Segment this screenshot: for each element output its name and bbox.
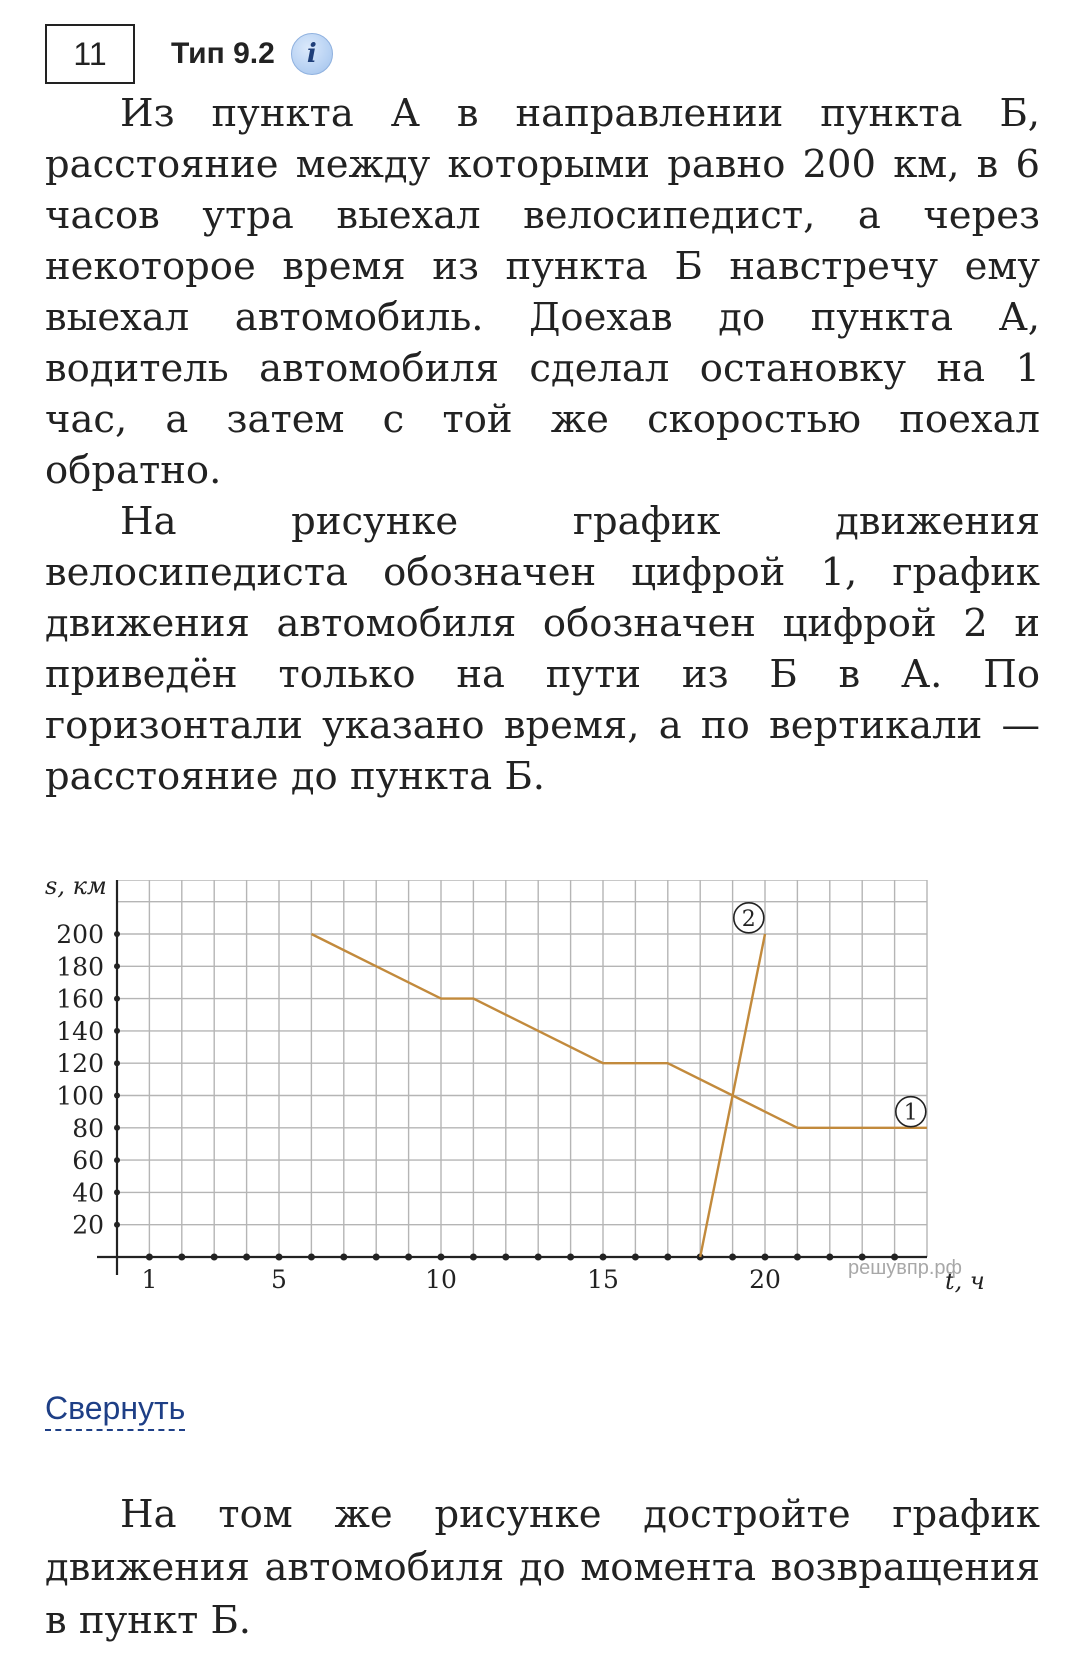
- info-icon[interactable]: i: [291, 33, 333, 75]
- y-tick-label: 120: [56, 1049, 104, 1079]
- x-tick-dot: [146, 1254, 153, 1261]
- x-tick-dot: [535, 1254, 542, 1261]
- y-tick-dot: [114, 996, 120, 1002]
- y-tick-label: 40: [72, 1178, 104, 1208]
- problem-paragraph-1: Из пункта А в направлении пункта Б, расстояние между которыми равно 200 км, в 6 часов утра выехал велосипедист, а через некоторое время из пункта Б навстречу ему выехал автомобиль. Доехав до пункта А, водитель автомобиля сделал остановку на 1 час, а затем с той же скоростью поехал обратно.: [45, 91, 1040, 493]
- x-tick-dot: [470, 1254, 477, 1261]
- x-tick-label: 10: [425, 1265, 457, 1294]
- y-tick-label: 20: [72, 1210, 104, 1240]
- x-tick-dot: [211, 1254, 218, 1261]
- x-axis-label: t, ч: [945, 1267, 985, 1295]
- x-tick-dot: [438, 1254, 445, 1261]
- chart-svg: [0, 880, 1080, 1380]
- x-tick-label: 20: [749, 1265, 781, 1294]
- x-tick-dot: [276, 1254, 283, 1261]
- y-tick-label: 100: [56, 1081, 104, 1111]
- y-tick-label: 60: [72, 1146, 104, 1176]
- x-tick-dot: [762, 1254, 769, 1261]
- y-tick-dot: [114, 1093, 120, 1099]
- x-tick-dot: [794, 1254, 801, 1261]
- x-tick-label: 1: [141, 1265, 158, 1294]
- x-tick-dot: [178, 1254, 185, 1261]
- y-tick-dot: [114, 963, 120, 969]
- task-number: 11: [45, 24, 135, 84]
- y-axis-label: s, км: [45, 880, 107, 900]
- x-tick-dot: [567, 1254, 574, 1261]
- y-tick-label: 160: [56, 984, 104, 1014]
- x-tick-dot: [243, 1254, 250, 1261]
- task-type-label: Тип 9.2: [171, 37, 275, 70]
- question: [45, 1488, 1040, 1647]
- task-header: [45, 22, 333, 86]
- x-tick-dot: [340, 1254, 347, 1261]
- question-text: На том же рисунке достройте график движения автомобиля до момента возвращения в пункт Б.: [45, 1492, 1040, 1643]
- y-tick-label: 200: [56, 920, 104, 949]
- y-tick-dot: [114, 1060, 120, 1066]
- y-tick-dot: [114, 1125, 120, 1131]
- y-tick-dot: [114, 1222, 120, 1228]
- x-tick-dot: [664, 1254, 671, 1261]
- x-tick-label: 5: [271, 1265, 287, 1294]
- x-tick-label: 15: [587, 1265, 619, 1294]
- y-tick-label: 180: [56, 952, 104, 982]
- x-tick-dot: [405, 1254, 412, 1261]
- watermark: решувпр.рф: [848, 1257, 963, 1279]
- x-tick-dot: [729, 1254, 736, 1261]
- series-label-1: 1: [903, 1100, 918, 1126]
- x-tick-dot: [373, 1254, 380, 1261]
- y-tick-label: 80: [72, 1113, 104, 1143]
- y-tick-label: 140: [56, 1016, 104, 1046]
- x-tick-dot: [308, 1254, 315, 1261]
- collapse-link[interactable]: Свернуть: [45, 1390, 185, 1431]
- x-tick-dot: [826, 1254, 833, 1261]
- x-tick-dot: [502, 1254, 509, 1261]
- y-tick-dot: [114, 931, 120, 937]
- x-tick-dot: [600, 1254, 607, 1261]
- y-tick-dot: [114, 1189, 120, 1195]
- y-tick-dot: [114, 1028, 120, 1034]
- y-tick-dot: [114, 1157, 120, 1163]
- problem-paragraph-2: На рисунке график движения велосипедиста обозначен цифрой 1, график движения автомобиля обозначен цифрой 2 и приведён только на пути из Б в А. По горизонтали указано время, а по вертикали — расстояние до пункта Б.: [45, 499, 1040, 799]
- motion-chart: [0, 880, 1080, 1380]
- series-label-2: 2: [741, 906, 756, 932]
- x-tick-dot: [632, 1254, 639, 1261]
- problem-statement: [45, 88, 1040, 802]
